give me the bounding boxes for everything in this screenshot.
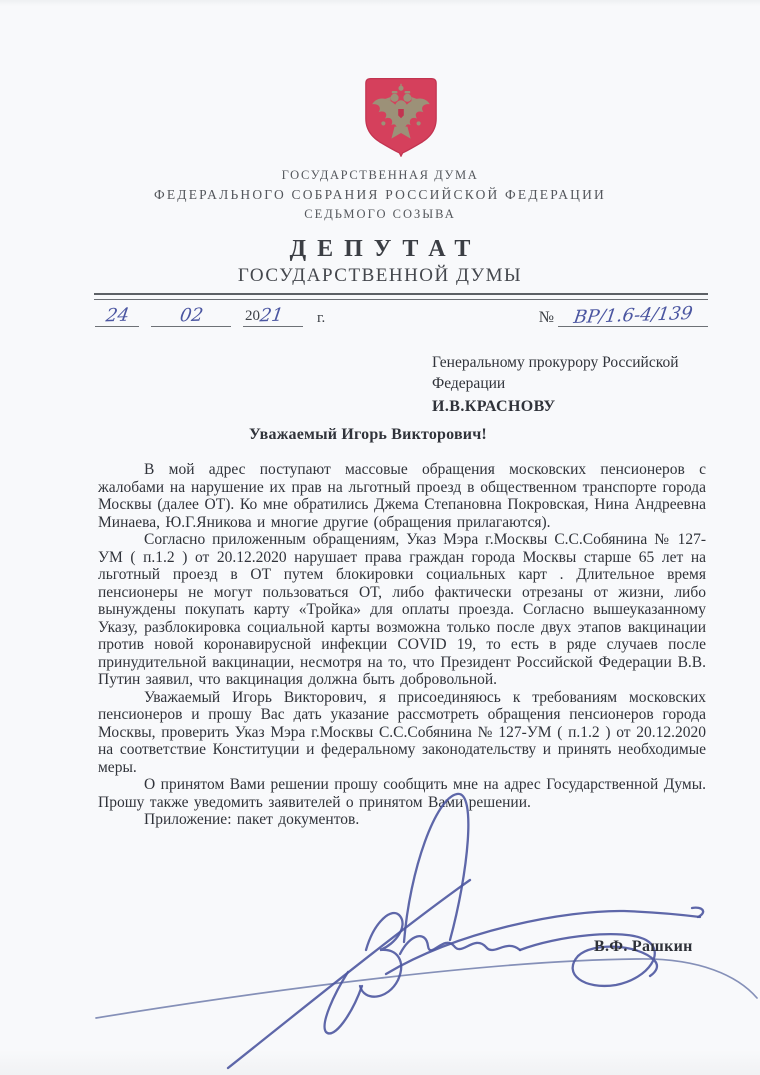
date-month-field xyxy=(151,306,231,327)
russia-coat-of-arms-icon xyxy=(359,77,443,157)
deputy-title-line1: ДЕПУТАТ xyxy=(289,236,482,262)
signature-flourish xyxy=(96,959,757,1018)
org-name-line3: СЕДЬМОГО СОЗЫВА xyxy=(304,207,456,221)
letter-paragraph: В мой адрес поступают массовые обращения московских пенсионеров с жалобами на нарушение их прав на льготный проезд в общественном транспорте города Москвы (далее ОТ). Ко мне обратились Джема Степановна Покровская, Нина Андреевна Минаева, Ю.Г.Яникова и многие другие (обращения прилагаются). xyxy=(98,461,706,531)
date-year-field xyxy=(243,306,303,327)
letterhead xyxy=(0,166,760,288)
letter-paragraph: Согласно приложенным обращениям, Указ Мэра г.Москвы С.С.Собянина № 127-УМ ( п.1.2 ) от 20.12.2020 нарушает права граждан города Москвы старше 65 лет на льготный проезд в ОТ путем блокировки социальных карт . Длительное время пенсионеры не могут пользоваться ОТ, либо фактически отрезаны от жизни, либо вынуждены покупать карту «Тройка» для оплаты проезда. Согласно вышеуказанному Указу, разблокировка социальной карты возможна только после двух этапов вакцинации против новой коронавирусной инфекции COVID 19, то есть в ряде случаев после принудительной вакцинации, несмотря на то, что Президент Российской Федерации В.В. Путин заявил, что вакцинация должна быть добровольной. xyxy=(98,531,706,688)
year-prefix: 20 xyxy=(245,308,260,324)
addressee-name: И.В.КРАСНОВУ xyxy=(432,398,556,415)
letter-body xyxy=(98,461,706,829)
addressee-line1: Генеральному прокурору Российской xyxy=(432,354,679,371)
signature-ink-strokes xyxy=(228,794,703,1068)
letter-paragraph: О принятом Вами решении прошу сообщить мне на адрес Государственной Думы. Прошу также уведомить заявителей о принятом Вами решении. xyxy=(98,776,706,811)
year-suffix-label: г. xyxy=(317,310,326,326)
handwritten-year: 21 xyxy=(258,304,285,327)
handwritten-month: 02 xyxy=(178,304,205,327)
attachment-line: Приложение: пакет документов. xyxy=(144,811,360,828)
date-number-line xyxy=(95,302,708,329)
handwritten-reg-number: ВР/1.6-4/139 xyxy=(572,302,694,329)
letter-paragraph: Уважаемый Игорь Викторович, я присоединяюсь к требованиям московских пенсионеров и прошу Вас дать указание рассмотреть обращения пенсионеров города Москвы, проверить Указ Мэра г.Москвы С.С.Собянина № 127-УМ ( п.1.2 ) от 20.12.2020 на соответствие Конституции и федеральному законодательству и принять необходимые меры. xyxy=(98,688,706,776)
salutation: Уважаемый Игорь Викторович! xyxy=(249,426,487,443)
handwritten-day: 24 xyxy=(104,304,131,327)
signer-name: В.Ф. Рашкин xyxy=(594,938,693,955)
reg-number-slot xyxy=(558,302,708,329)
org-name-line1: ГОСУДАРСТВЕННАЯ ДУМА xyxy=(281,168,479,182)
double-rule-divider xyxy=(94,293,708,300)
date-fields xyxy=(95,306,325,327)
reg-number-field xyxy=(538,302,708,329)
addressee-block xyxy=(432,352,717,417)
addressee-line2: Федерации xyxy=(432,375,506,392)
number-sign: № xyxy=(538,309,554,326)
deputy-title-line2: ГОСУДАРСТВЕННОЙ ДУМЫ xyxy=(237,265,523,286)
org-name-line2: ФЕДЕРАЛЬНОГО СОБРАНИЯ РОССИЙСКОЙ ФЕДЕРАЦИИ xyxy=(154,187,606,202)
date-day-field xyxy=(95,306,139,327)
